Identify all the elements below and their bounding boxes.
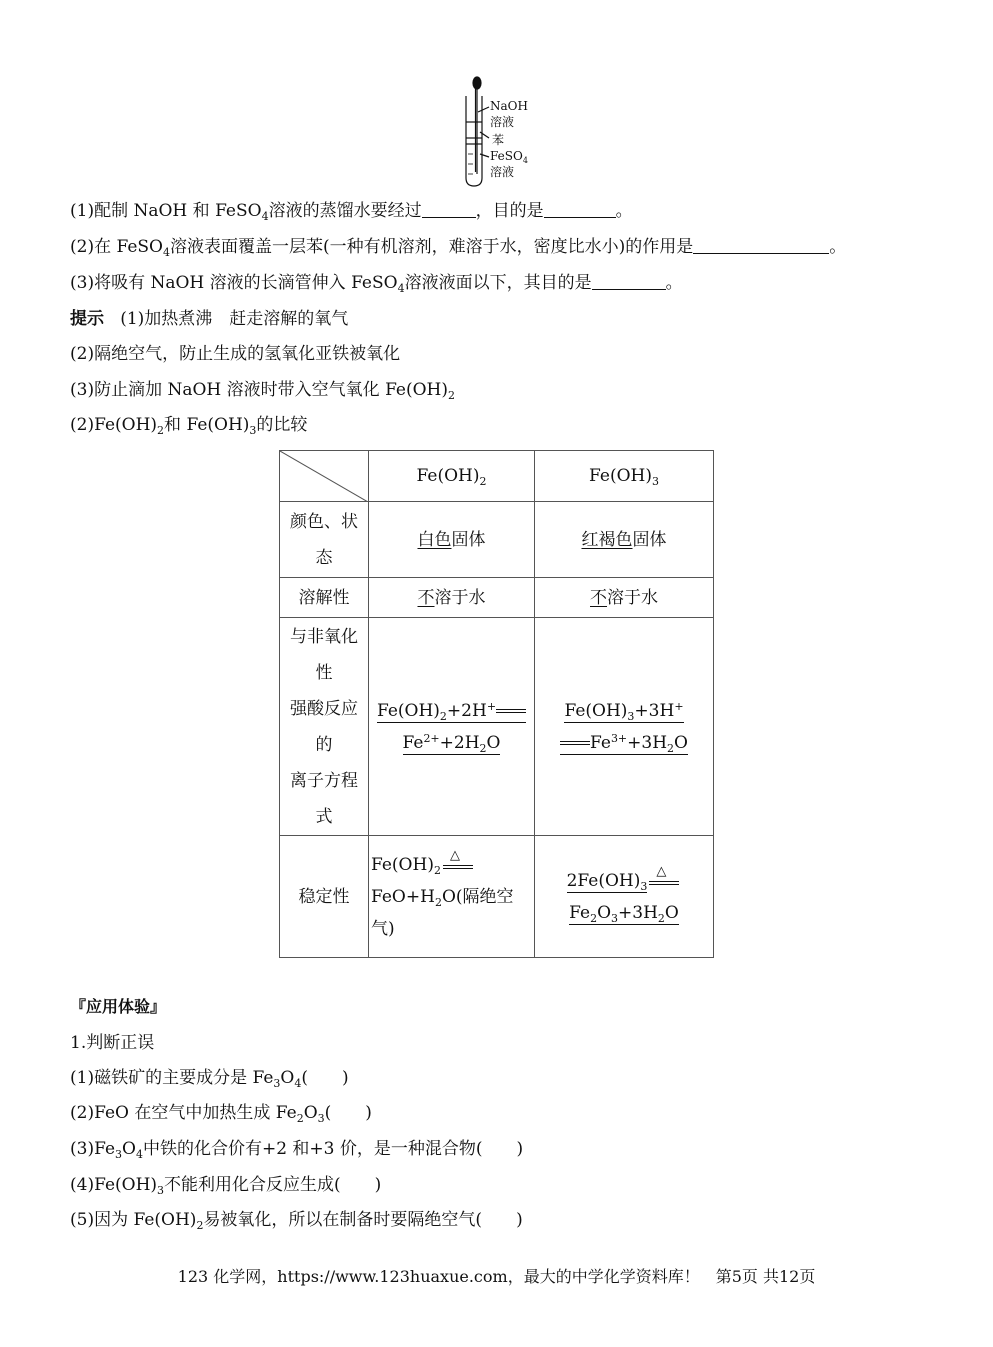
figure-label-solution-2: 溶液 [490,165,515,179]
table-header-feoh2: $Fe(OH)_2$ [369,451,535,502]
cell-feoh2-acid-equation: $Fe(OH)_2+2H^+$ $Fe^{2+}+2H_2O$ [369,618,535,836]
answer-blank [544,201,616,218]
row-label-color-state: 颜色、状 态 [280,502,369,578]
table-diagonal-header [280,451,369,502]
practice-heading: 『应用体验』 [70,997,167,1016]
cell-feoh2-solubility: 不溶于水 [369,578,535,618]
question-2: (2)在 FeSO$_4$溶液表面覆盖一层苯(一种有机溶剂，难溶于水，密度比水小)的作用是 。 [70,237,847,259]
question-1: (1)配制 NaOH 和 FeSO$_4$溶液的蒸馏水要经过 ，目的是 。 [70,201,633,223]
hint-3: (3)防止滴加 NaOH 溶液时带入空气氧化 $Fe(OH)_2$ [70,380,456,402]
hint-2: (2)隔绝空气，防止生成的氢氧化亚铁被氧化 [70,344,401,364]
cell-feoh2-color: 白色固体 [369,502,535,578]
heating-arrow-icon: △ [647,871,681,891]
cell-feoh3-color: 红褐色固体 [535,502,714,578]
figure-label-feso: FeSO$_4$ [490,149,528,165]
cell-feoh3-acid-equation: $Fe(OH)_3+3H^+$ $Fe^{3+}+3H_2O$ [535,618,714,836]
answer-blank [422,201,476,218]
figure-label-benzene: 苯 [492,133,505,147]
question-3: (3)将吸有 NaOH 溶液的长滴管伸入 FeSO$_4$溶液液面以下，其目的是 。 [70,273,683,295]
table-header-feoh3: $Fe(OH)_3$ [535,451,714,502]
row-label-solubility: 溶解性 [280,578,369,618]
practice-item-4: $(4)Fe(OH)_3$不能利用化合反应生成( ) [70,1175,382,1197]
hint-label: 提示 [70,309,104,329]
cell-feoh2-stability: $Fe(OH)_2$ △ $FeO+H_2O$(隔绝空 气) [369,836,535,958]
answer-blank [693,237,829,254]
practice-item-1: (1)磁铁矿的主要成分是 $Fe_3O_4$( ) [70,1068,349,1090]
section-heading-comparison: $(2)Fe(OH)_2$和 $Fe(OH)_3$的比较 [70,415,308,437]
practice-item-2: (2)FeO 在空气中加热生成 $Fe_2O_3$( ) [70,1103,372,1125]
practice-item-5: (5)因为 $Fe(OH)_2$易被氧化，所以在制备时要隔绝空气( ) [70,1210,523,1232]
cell-feoh3-solubility: 不溶于水 [535,578,714,618]
row-label-acid-reaction: 与非氧化 性 强酸反应 的 离子方程 式 [280,618,369,836]
practice-item-3: $(3)Fe_3O_4$中铁的化合价有+2 和+3 价，是一种混合物( ) [70,1139,524,1161]
test-tube-apparatus-figure [462,74,552,189]
practice-title: 1.判断正误 [70,1033,155,1053]
comparison-table [279,450,714,958]
figure-label-solution-1: 溶液 [490,115,515,129]
page-footer: 123 化学网，https://www.123huaxue.com，最大的中学化学资料库！ 第5页 共12页 [177,1267,816,1286]
figure-label-naoh: NaOH [490,99,528,113]
cell-feoh3-stability: $2Fe(OH)_3$ △ $Fe_2O_3+3H_2O$ [535,836,714,958]
hint-1: 提示 (1)加热煮沸 赶走溶解的氧气 [70,309,349,329]
row-label-stability: 稳定性 [280,836,369,958]
heating-arrow-icon: △ [441,855,475,875]
answer-blank [592,273,666,290]
